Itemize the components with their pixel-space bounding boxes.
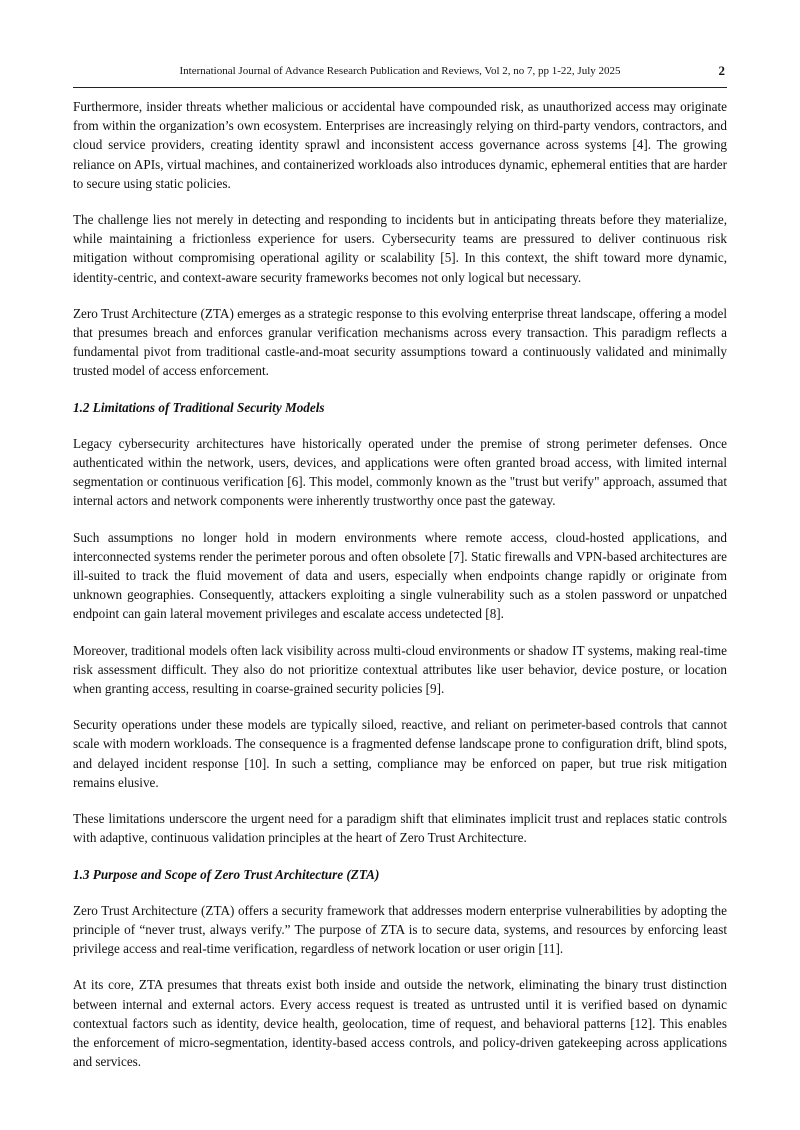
- paragraph-challenge: The challenge lies not merely in detecting and responding to incidents but in anticipating threats before they materialize, while maintaining a frictionless experience for users. Cybersecurity teams are pressured to deliver continuous risk mitigation without compromising operational agility or scalability [5]. In this context, the shift toward more dynamic, identity-centric, and context-aware security frameworks becomes not only logical but necessary.: [73, 212, 727, 285]
- paragraph-zta-purpose: Zero Trust Architecture (ZTA) offers a security framework that addresses modern enterprise vulnerabilities by adopting the principle of “never trust, always verify.” The purpose of ZTA is to secure data, systems, and resources by enforcing least privilege access and real-time verification, regardless of network location or user origin [11].: [73, 902, 727, 957]
- paragraph-zta-emerges: Zero Trust Architecture (ZTA) emerges as a strategic response to this evolving enterprise threat landscape, offering a model that presumes breach and enforces granular verification mechanisms across every transaction. This paradigm reflects a fundamental pivot from traditional castle-and-moat security assumptions toward a continuously validated and minimally trusted model of access enforcement.: [73, 305, 727, 379]
- paragraph-security-operations: Security operations under these models are typically siloed, reactive, and reliant on perimeter-based controls that cannot scale with modern workloads. The consequence is a fragmented defense landscape prone to configuration drift, blind spots, and delayed incident response [10]. In such a setting, compliance may be enforced on paper, but true risk mitigation remains elusive.: [73, 717, 727, 790]
- running-header: [73, 63, 727, 88]
- paragraph-assumptions: Such assumptions no longer hold in modern environments where remote access, cloud-hosted applications, and interconnected systems render the perimeter porous and often obsolete [7]. Static firewalls and VPN-based architectures are ill-suited to track the fluid movement of data and users, especially when endpoints change rapidly or originate from unknown geographies. Consequently, attackers exploiting a single vulnerability such as a stolen password or unpatched endpoint can gain lateral movement privileges and escalate access undetected [8].: [73, 529, 727, 622]
- article-body: [73, 97, 727, 1088]
- paragraph-limitations-summary: These limitations underscore the urgent need for a paradigm shift that eliminates implicit trust and replaces static controls with adaptive, continuous validation principles at the heart of Zero Trust Architecture.: [73, 811, 727, 846]
- paragraph-insider-threats: Furthermore, insider threats whether malicious or accidental have compounded risk, as unauthorized access may originate from within the organization’s own ecosystem. Enterprises are increasingly relying on third-party vendors, contractors, and cloud service providers, creating identity sprawl and inconsistent access governance across systems [4]. The growing reliance on APIs, virtual machines, and containerized workloads also introduces dynamic, ephemeral entities that are harder to secure using static policies.: [73, 99, 727, 191]
- paragraph-legacy-architectures: Legacy cybersecurity architectures have historically operated under the premise of strong perimeter defenses. Once authenticated within the network, users, devices, and applications were often granted broad access, with limited internal segmentation or continuous verification [6]. This model, commonly known as the "trust but verify" approach, assumed that internal actors and network components were inherently trustworthy once past the gateway.: [73, 435, 727, 509]
- section-heading-limitations: 1.2 Limitations of Traditional Security Models: [73, 399, 325, 415]
- paragraph-visibility: Moreover, traditional models often lack visibility across multi-cloud environments or shadow IT systems, making real-time risk assessment difficult. They also do not prioritize contextual attributes like user behavior, device posture, or location when granting access, resulting in coarse-grained security policies [9].: [73, 642, 727, 697]
- section-heading-purpose-scope: 1.3 Purpose and Scope of Zero Trust Architecture (ZTA): [73, 866, 380, 882]
- paragraph-zta-core: At its core, ZTA presumes that threats exist both inside and outside the network, eliminating the binary trust distinction between internal and external actors. Every access request is treated as untrusted until it is verified based on dynamic contextual factors such as identity, device health, geolocation, time of request, and behavioral patterns [12]. This enables the enforcement of micro-segmentation, identity-based access controls, and policy-driven gatekeeping across applications and services.: [73, 977, 727, 1070]
- page-number: 2: [718, 63, 725, 78]
- journal-citation: International Journal of Advance Research Publication and Reviews, Vol 2, no 7, pp 1-22, July 2025: [179, 65, 621, 77]
